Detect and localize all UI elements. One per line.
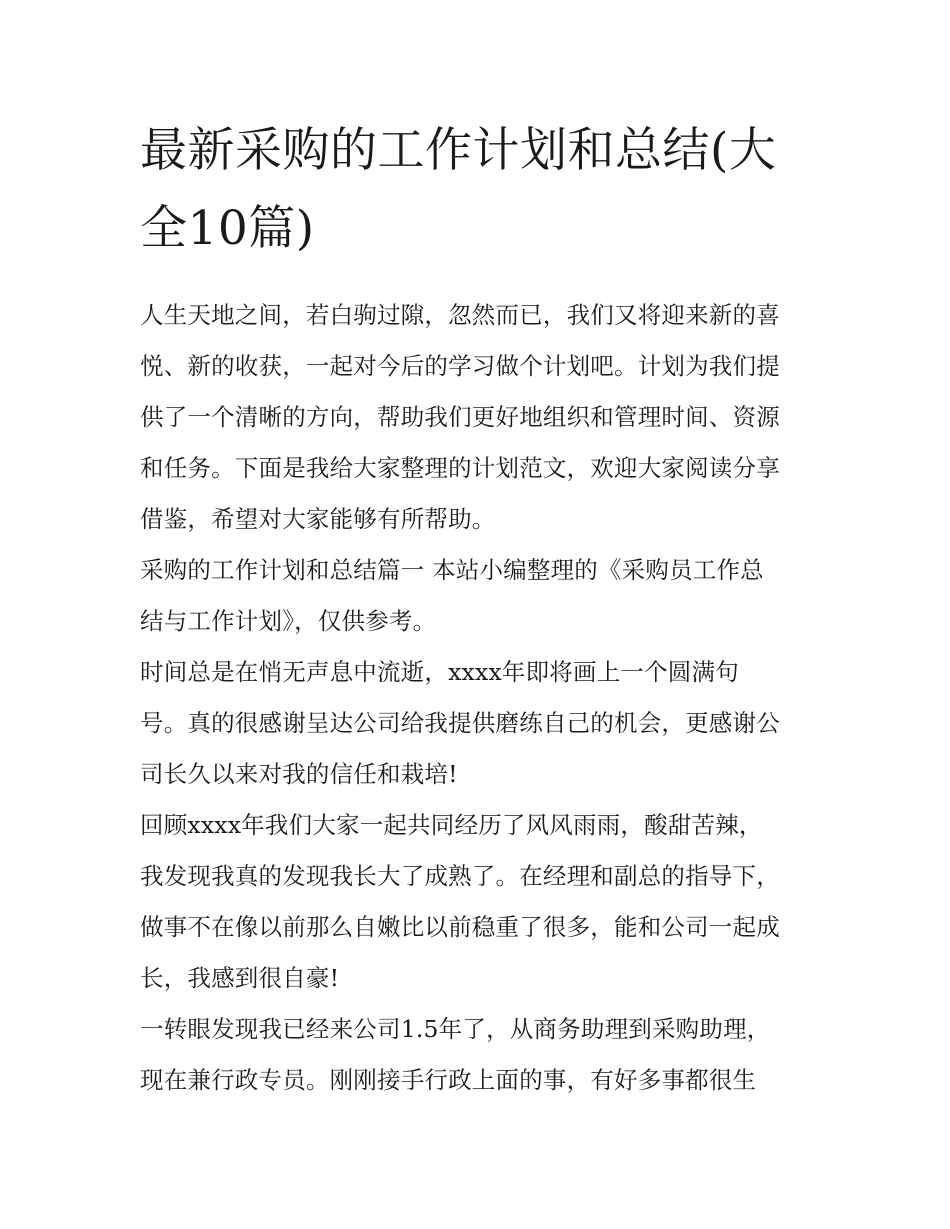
paragraph-time <box>140 647 812 800</box>
document-body <box>140 290 812 1106</box>
paragraph-progress <box>140 1004 812 1106</box>
text-line: 借鉴，希望对大家能够有所帮助。 <box>140 505 496 533</box>
text-line: 号。真的很感谢呈达公司给我提供磨练自己的机会，更感谢公 <box>140 709 780 737</box>
paragraph-intro <box>140 290 812 545</box>
text-line: 回顾xxxx年我们大家一起共同经历了风风雨雨，酸甜苦辣， <box>140 811 763 839</box>
text-line: 采购的工作计划和总结篇一 本站小编整理的《采购员工作总 <box>140 556 764 584</box>
title-line: 全10篇) <box>140 201 315 256</box>
text-line: 我发现我真的发现我长大了成熟了。在经理和副总的指导下， <box>140 862 780 890</box>
document-title <box>140 112 812 268</box>
text-line: 做事不在像以前那么自嫩比以前稳重了很多，能和公司一起成 <box>140 913 780 941</box>
text-line: 司长久以来对我的信任和栽培! <box>140 760 458 788</box>
text-line: 和任务。下面是我给大家整理的计划范文，欢迎大家阅读分享 <box>140 454 780 482</box>
text-line: 长，我感到很自豪! <box>140 964 340 992</box>
paragraph-review <box>140 800 812 1004</box>
text-line: 现在兼行政专员。刚刚接手行政上面的事，有好多事都很生 <box>140 1066 757 1094</box>
text-line: 悦、新的收获，一起对今后的学习做个计划吧。计划为我们提 <box>140 352 780 380</box>
text-line: 人生天地之间，若白驹过隙，忽然而已，我们又将迎来新的喜 <box>140 301 780 329</box>
document-page <box>140 112 812 1106</box>
paragraph-section-one <box>140 545 812 647</box>
text-line: 一转眼发现我已经来公司1.5年了，从商务助理到采购助理， <box>140 1015 771 1043</box>
text-line: 供了一个清晰的方向，帮助我们更好地组织和管理时间、资源 <box>140 403 780 431</box>
text-line: 时间总是在悄无声息中流逝，xxxx年即将画上一个圆满句 <box>140 658 739 686</box>
text-line: 结与工作计划》，仅供参考。 <box>140 607 437 635</box>
title-line: 最新采购的工作计划和总结(大 <box>140 123 777 178</box>
